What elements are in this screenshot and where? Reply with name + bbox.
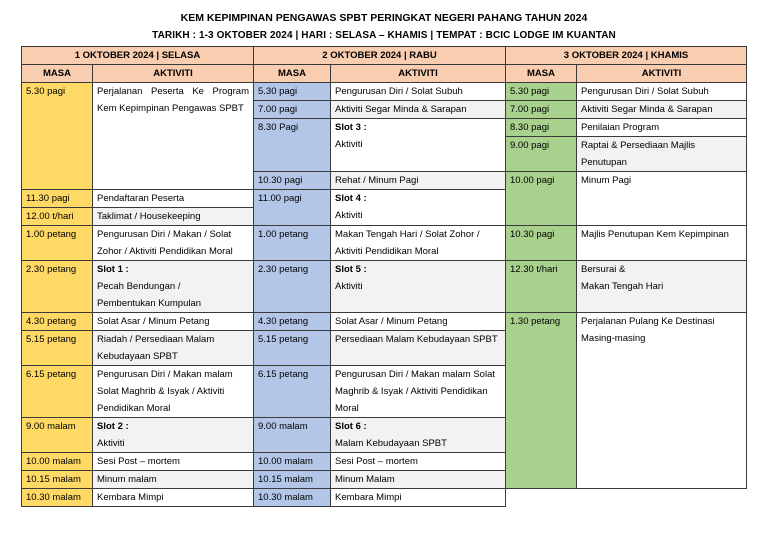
time-cell: 10.00 malam [254, 453, 331, 471]
activity-cell: Makan Tengah Hari / Solat Zohor / Aktiviti Pendidikan Moral [331, 226, 506, 261]
activity-line: Aktiviti [97, 438, 125, 449]
time-cell: 4.30 petang [254, 313, 331, 331]
time-cell: 10.15 malam [22, 471, 93, 489]
time-cell: 7.00 pagi [254, 101, 331, 119]
activity-line: Pecah Bendungan / [97, 281, 181, 292]
time-cell: 5.15 petang [254, 331, 331, 366]
col-header-time: MASA [506, 65, 577, 83]
activity-line: Malam Kebudayaan SPBT [335, 438, 447, 449]
day-2-header: 2 OKTOBER 2024 | RABU [254, 47, 506, 65]
col-header-activity: AKTIVITI [331, 65, 506, 83]
activity-cell: Perjalanan Pulang Ke Destinasi Masing-masing [577, 313, 747, 489]
time-cell: 5.30 pagi [506, 83, 577, 101]
slot-label: Slot 3 : [335, 122, 367, 133]
activity-cell: Riadah / Persediaan Malam Kebudayaan SPBT [93, 331, 254, 366]
time-cell: 5.15 petang [22, 331, 93, 366]
activity-cell [577, 261, 747, 313]
time-cell: 4.30 petang [22, 313, 93, 331]
time-cell: 7.00 pagi [506, 101, 577, 119]
activity-cell: Pengurusan Diri / Makan malam Solat Maghrib & Isyak / Aktiviti Pendidikan Moral [93, 366, 254, 418]
time-cell: 1.00 petang [22, 226, 93, 261]
time-cell: 9.00 pagi [506, 137, 577, 172]
activity-cell [93, 261, 254, 313]
activity-cell: Minum malam [93, 471, 254, 489]
col-header-activity: AKTIVITI [577, 65, 747, 83]
day-1-header: 1 OKTOBER 2024 | SELASA [22, 47, 254, 65]
activity-cell: Perjalanan Peserta Ke Program Kem Kepimpinan Pengawas SPBT [93, 83, 254, 190]
time-cell: 6.15 petang [22, 366, 93, 418]
activity-cell: Persediaan Malam Kebudayaan SPBT [331, 331, 506, 366]
slot-label: Slot 2 : [97, 421, 129, 432]
activity-cell [93, 418, 254, 453]
time-cell: 11.30 pagi [22, 190, 93, 208]
activity-cell: Kembara Mimpi [93, 489, 254, 507]
time-cell: 10.30 malam [22, 489, 93, 507]
activity-cell: Taklimat / Housekeeping [93, 208, 254, 226]
activity-line: Aktiviti [335, 139, 363, 150]
col-header-time: MASA [22, 65, 93, 83]
time-cell: 12.00 t/hari [22, 208, 93, 226]
col-header-time: MASA [254, 65, 331, 83]
activity-cell: Majlis Penutupan Kem Kepimpinan [577, 226, 747, 261]
activity-cell: Solat Asar / Minum Petang [331, 313, 506, 331]
time-cell: 5.30 pagi [254, 83, 331, 101]
activity-cell: Rehat / Minum Pagi [331, 172, 506, 190]
activity-cell: Raptai & Persediaan Majlis Penutupan [577, 137, 747, 172]
schedule-table [21, 46, 747, 507]
time-cell: 5.30 pagi [22, 83, 93, 190]
time-cell: 1.30 petang [506, 313, 577, 489]
activity-cell: Aktiviti Segar Minda & Sarapan [577, 101, 747, 119]
activity-cell: Pengurusan Diri / Makan / Solat Zohor / Aktiviti Pendidikan Moral [93, 226, 254, 261]
day-3-header: 3 OKTOBER 2024 | KHAMIS [506, 47, 747, 65]
activity-cell: Minum Malam [331, 471, 506, 489]
time-cell: 10.30 pagi [506, 226, 577, 261]
time-cell: 1.00 petang [254, 226, 331, 261]
time-cell: 6.15 petang [254, 366, 331, 418]
activity-cell: Pengurusan Diri / Solat Subuh [577, 83, 747, 101]
slot-label: Slot 4 : [335, 193, 367, 204]
activity-line: Aktiviti [335, 281, 363, 292]
page-subtitle: TARIKH : 1-3 OKTOBER 2024 | HARI : SELASA – KHAMIS | TEMPAT : BCIC LODGE IM KUANTAN [152, 30, 616, 41]
time-cell: 2.30 petang [254, 261, 331, 313]
page-title: KEM KEPIMPINAN PENGAWAS SPBT PERINGKAT NEGERI PAHANG TAHUN 2024 [180, 12, 588, 24]
activity-cell: Solat Asar / Minum Petang [93, 313, 254, 331]
activity-cell [331, 119, 506, 172]
time-cell: 8.30 Pagi [254, 119, 331, 172]
time-cell: 10.30 malam [254, 489, 331, 507]
activity-cell: Kembara Mimpi [331, 489, 506, 507]
col-header-activity: AKTIVITI [93, 65, 254, 83]
activity-cell: Aktiviti Segar Minda & Sarapan [331, 101, 506, 119]
activity-cell: Sesi Post – mortem [331, 453, 506, 471]
activity-cell [331, 261, 506, 313]
time-cell: 10.15 malam [254, 471, 331, 489]
slot-label: Slot 1 : [97, 264, 129, 275]
time-cell: 10.30 pagi [254, 172, 331, 190]
activity-cell [331, 418, 506, 453]
activity-cell: Minum Pagi [577, 172, 747, 226]
time-cell: 10.00 malam [22, 453, 93, 471]
time-cell: 11.00 pagi [254, 190, 331, 226]
slot-label: Slot 5 : [335, 264, 367, 275]
activity-line: Bersurai & [581, 264, 626, 275]
slot-label: Slot 6 : [335, 421, 367, 432]
time-cell: 9.00 malam [254, 418, 331, 453]
activity-cell: Pengurusan Diri / Solat Subuh [331, 83, 506, 101]
time-cell: 8.30 pagi [506, 119, 577, 137]
activity-cell: Sesi Post – mortem [93, 453, 254, 471]
time-cell: 10.00 pagi [506, 172, 577, 226]
time-cell: 9.00 malam [22, 418, 93, 453]
activity-line: Aktiviti [335, 210, 363, 221]
activity-cell [331, 190, 506, 226]
activity-line: Pembentukan Kumpulan [97, 298, 202, 309]
time-cell: 2.30 petang [22, 261, 93, 313]
time-cell: 12.30 t/hari [506, 261, 577, 313]
activity-cell: Penilaian Program [577, 119, 747, 137]
activity-line: Makan Tengah Hari [581, 281, 664, 292]
activity-cell: Pengurusan Diri / Makan malam Solat Maghrib & Isyak / Aktiviti Pendidikan Moral [331, 366, 506, 418]
activity-cell: Pendaftaran Peserta [93, 190, 254, 208]
